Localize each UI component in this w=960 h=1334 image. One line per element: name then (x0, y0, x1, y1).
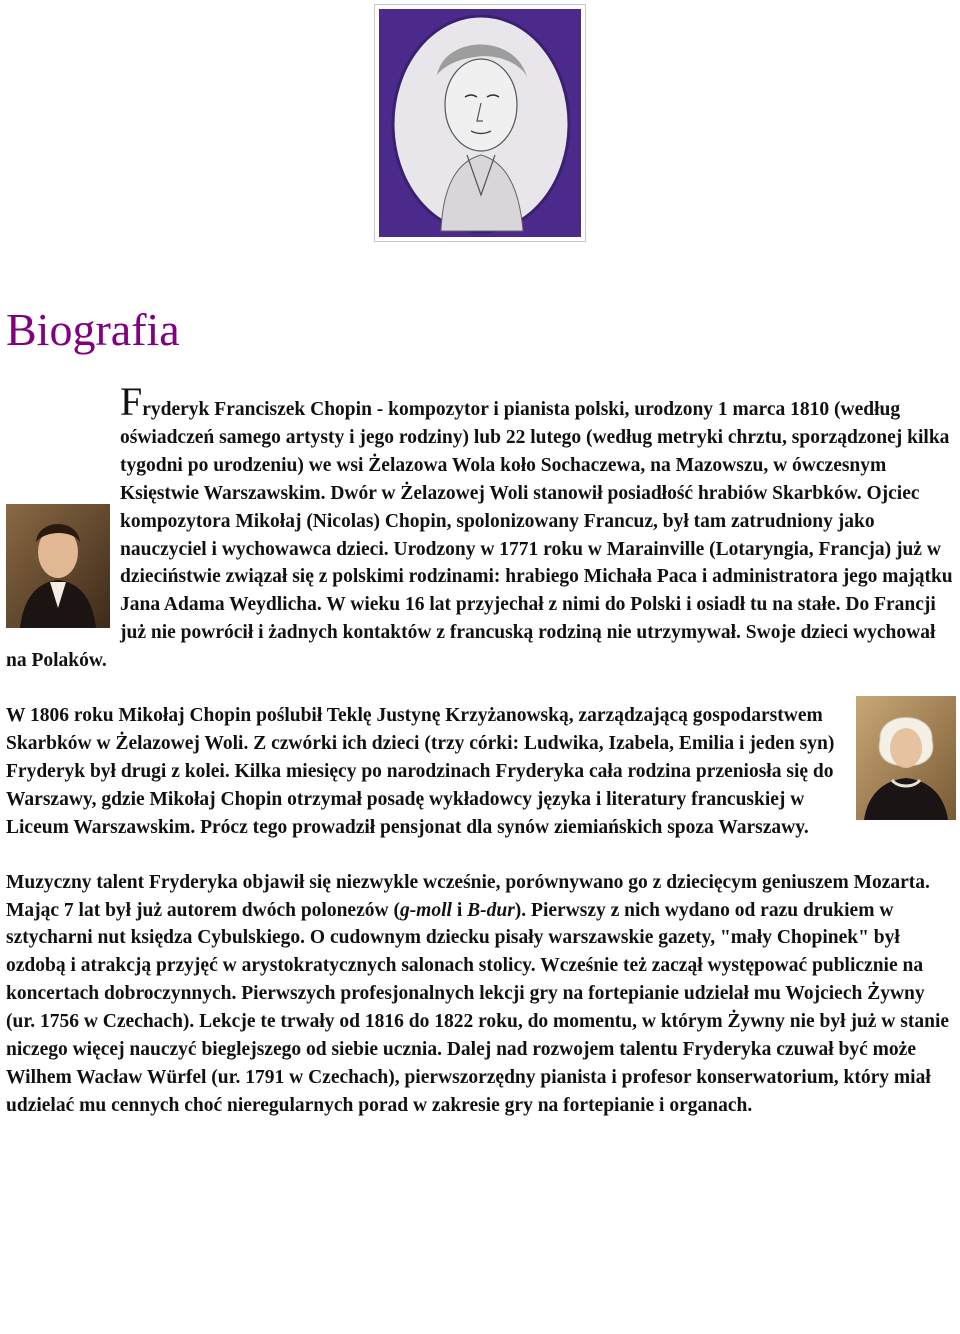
dropcap-letter: F (120, 379, 143, 424)
page-title: Biografia (6, 304, 180, 355)
paragraph-3 (6, 869, 956, 1120)
paragraph-3-text-c: ). Pierwszy z nich wydano od razu drukiem w sztycharni nut księdza Cybulskiego. O cudownym dziecku pisały warszawskie gazety, "mały Chopinek" był ozdobą i atrakcją przyjęć w arystokratycznych salonach stolicy. Wcześnie też zaczął występować publicznie na koncertach dobroczynnych. Pierwszych profesjonalnych lekcji gry na fortepianie udzielał mu Wojciech Żywny (ur. 1756 w Czechach). Lekcje te trwały od 1816 do 1822 roku, do momentu, w którym Żywny nie był już w stanie niczego więcej nauczyć bieglejszego od siebie ucznia. Dalej nad rozwojem talentu Fryderyka czuwał być może Wilhem Wacław Würfel (ur. 1791 w Czechach), pierwszorzędny pianista i profesor konserwatorium, który miał udzielać mu cennych choć nieregularnych porad w zakresie gry na fortepianie i organach. (6, 899, 950, 1116)
portrait-image-justyna (856, 696, 956, 820)
paragraph-1 (6, 379, 956, 675)
key-g-moll: g-moll (399, 899, 452, 921)
portrait-sketch (375, 5, 587, 243)
paragraph-1-text: ryderyk Franciszek Chopin - kompozytor i pianista polski, urodzony 1 marca 1810 (według oświadczeń samego artysty i jego rodziny) lub 22 lutego (według metryki chrztu, sporządzonej kilka tygodni po urodzeniu) we wsi Żelazowa Wola koło Sochaczewa, na Mazowszu, w ówczesnym Księstwie Warszawskim. Dwór w Żelazowej Woli stanowił posiadłość hrabiów Skarbków. Ojciec kompozytora Mikołaj (Nicolas) Chopin, spolonizowany Francuz, był tam zatrudniony jako nauczyciel i wychowawca dzieci. Urodzony w 1771 roku w Marainville (Lotaryngia, Francja) już w dzieciństwie związał się z polskimi rodzinami: hrabiego Michała Paca i administratora jego majątku Jana Adama Weydlicha. W wieku 16 lat przyjechał z nimi do Polski i osiadł tu na stałe. Do Francji już nie powrócił i żadnych kontaktów z francuską rodziną nie utrzymywał. Swoje dzieci wychował na Polaków. (6, 399, 953, 672)
paragraph-2-text: W 1806 roku Mikołaj Chopin poślubił Teklę Justynę Krzyżanowską, zarządzającą gospodarstwem Skarbków w Żelazowej Woli. Z czwórki ich dzieci (trzy córki: Ludwika, Izabela, Emilia i jeden syn) Fryderyk był drugi z kolei. Kilka miesięcy po narodzinach Fryderyka cała rodzina przeniosła się do Warszawy, gdzie Mikołaj Chopin otrzymał posadę wykładowcy języka i literatury francuskiej w Liceum Warszawskim. Prócz tego prowadził pensjonat dla synów ziemiańskich spoza Warszawy. (6, 705, 835, 838)
portrait-image-chopin (374, 4, 586, 242)
biography-text (6, 379, 956, 1147)
paragraph-3-text-a: Muzyczny talent Fryderyka objawił się niezwykle wcześnie, porównywano go z dziecięcym geniuszem Mozarta. Mając 7 lat był już autorem dwóch polonezów ( (6, 871, 930, 921)
key-b-dur: B-dur (467, 899, 515, 921)
portrait-image-nicolas (6, 504, 110, 628)
paragraph-3-text-b: i (451, 899, 468, 921)
paragraph-2 (6, 702, 956, 842)
